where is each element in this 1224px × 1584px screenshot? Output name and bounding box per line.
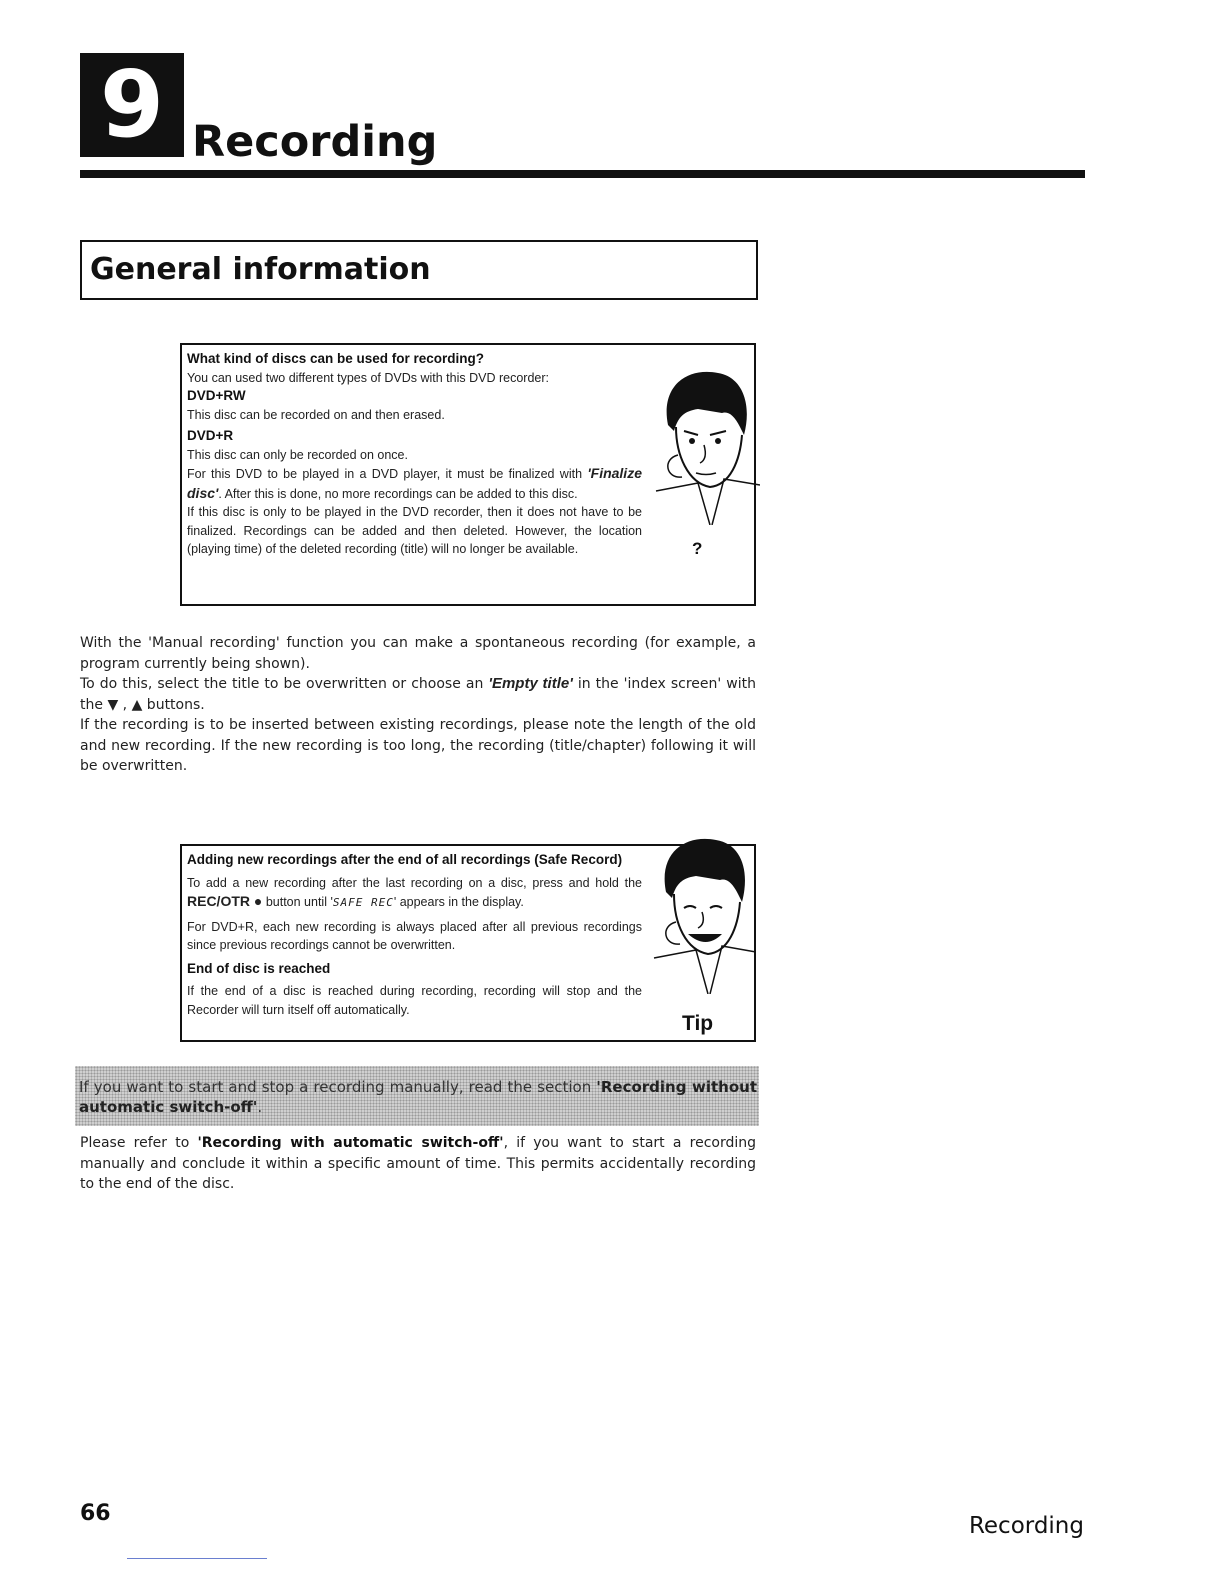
tip-mark: Tip: [682, 1012, 714, 1035]
info-box: [180, 343, 756, 606]
shaded-note-link: 'Recording without automatic switch-off': [79, 1078, 757, 1116]
tip-paragraph-2: For DVD+R, each new recording is always placed after all previous recordings since previous recordings cannot be overwritten.: [187, 919, 642, 952]
section-heading-box: [80, 240, 758, 300]
chapter-title: Recording: [192, 117, 438, 167]
info-box-intro: You can used two different types of DVDs with this DVD recorder:: [187, 370, 549, 385]
body-paragraph-1: With the 'Manual recording' function you can make a spontaneous recording (for example, a program currently being shown).: [80, 635, 756, 672]
shaded-note-text: If you want to start and stop a recording manually, read the section 'Recording without automatic switch-off'.: [79, 1078, 757, 1116]
body-paragraph-2: To do this, select the title to be overwritten or choose an 'Empty title' in the 'index screen' with the ▼ , ▲ buttons.: [80, 675, 756, 713]
finalize-disc-label: 'Finalize disc': [187, 465, 642, 501]
chapter-number-badge: 9: [80, 53, 184, 157]
info-box-heading: What kind of discs can be used for recording?: [187, 351, 485, 366]
end-of-disc-heading: End of disc is reached: [187, 960, 331, 976]
tip-box-heading: Adding new recordings after the end of all recordings (Safe Record): [187, 852, 623, 867]
smiling-man-illustration: [648, 834, 756, 994]
down-arrow-icon: ▼: [107, 696, 119, 713]
info-box-text: [187, 350, 642, 559]
dvdr-label: DVD+R: [187, 428, 234, 443]
after-paragraph-link: 'Recording with automatic switch-off': [197, 1135, 504, 1151]
footer-rule: [127, 1558, 267, 1559]
shaded-note: [75, 1066, 759, 1126]
manual-recording-text: [80, 633, 756, 777]
tip-paragraph-3: If the end of a disc is reached during recording, recording will stop and the Recorder will turn itself off automatically.: [187, 984, 642, 1017]
empty-title-label: 'Empty title': [488, 675, 573, 692]
dvdrw-text: This disc can be recorded on and then erased.: [187, 407, 445, 422]
chapter-divider: [80, 170, 1085, 178]
dvdr-text-3: If this disc is only to be played in the DVD recorder, then it does not have to be finalized. Recordings can be added and then deleted. However, the location (playing time) of the deleted recording (title) will no longer be available.: [187, 505, 642, 556]
after-paragraph: Please refer to 'Recording with automatic switch-off', if you want to start a recording manually and conclude it within a specific amount of time. This permits accidentally recording to the end of the disc.: [80, 1135, 756, 1192]
tip-paragraph-1: To add a new recording after the last recording on a disc, press and hold the REC/OTR ● button until 'SAFE REC' appears in the display.: [187, 875, 642, 909]
dvdrw-label: DVD+RW: [187, 388, 246, 403]
body-paragraph-3: If the recording is to be inserted between existing recordings, please note the length of the old and new recording. If the new recording is too long, the recording (title/chapter) following it will be overwritten.: [80, 717, 756, 774]
dvdr-text-1: This disc can only be recorded on once.: [187, 447, 408, 462]
tip-box-text: [187, 851, 642, 1019]
footer-section-title: Recording: [968, 1513, 1084, 1539]
safe-rec-display: SAFE REC: [332, 896, 394, 909]
tip-box: [180, 844, 756, 1042]
question-mark: ?: [692, 539, 703, 558]
up-arrow-icon: ▲: [131, 696, 143, 713]
dvdr-text-2: For this DVD to be played in a DVD player, it must be finalized with 'Finalize disc'. After this is done, no more recordings can be added to this disc.: [187, 465, 642, 501]
rec-otr-button-label: REC/OTR ●: [187, 893, 263, 909]
page-number: 66: [80, 1501, 111, 1526]
thinking-man-illustration: [648, 365, 760, 525]
automatic-switch-off-text: [80, 1133, 756, 1195]
section-title: General information: [90, 252, 431, 287]
